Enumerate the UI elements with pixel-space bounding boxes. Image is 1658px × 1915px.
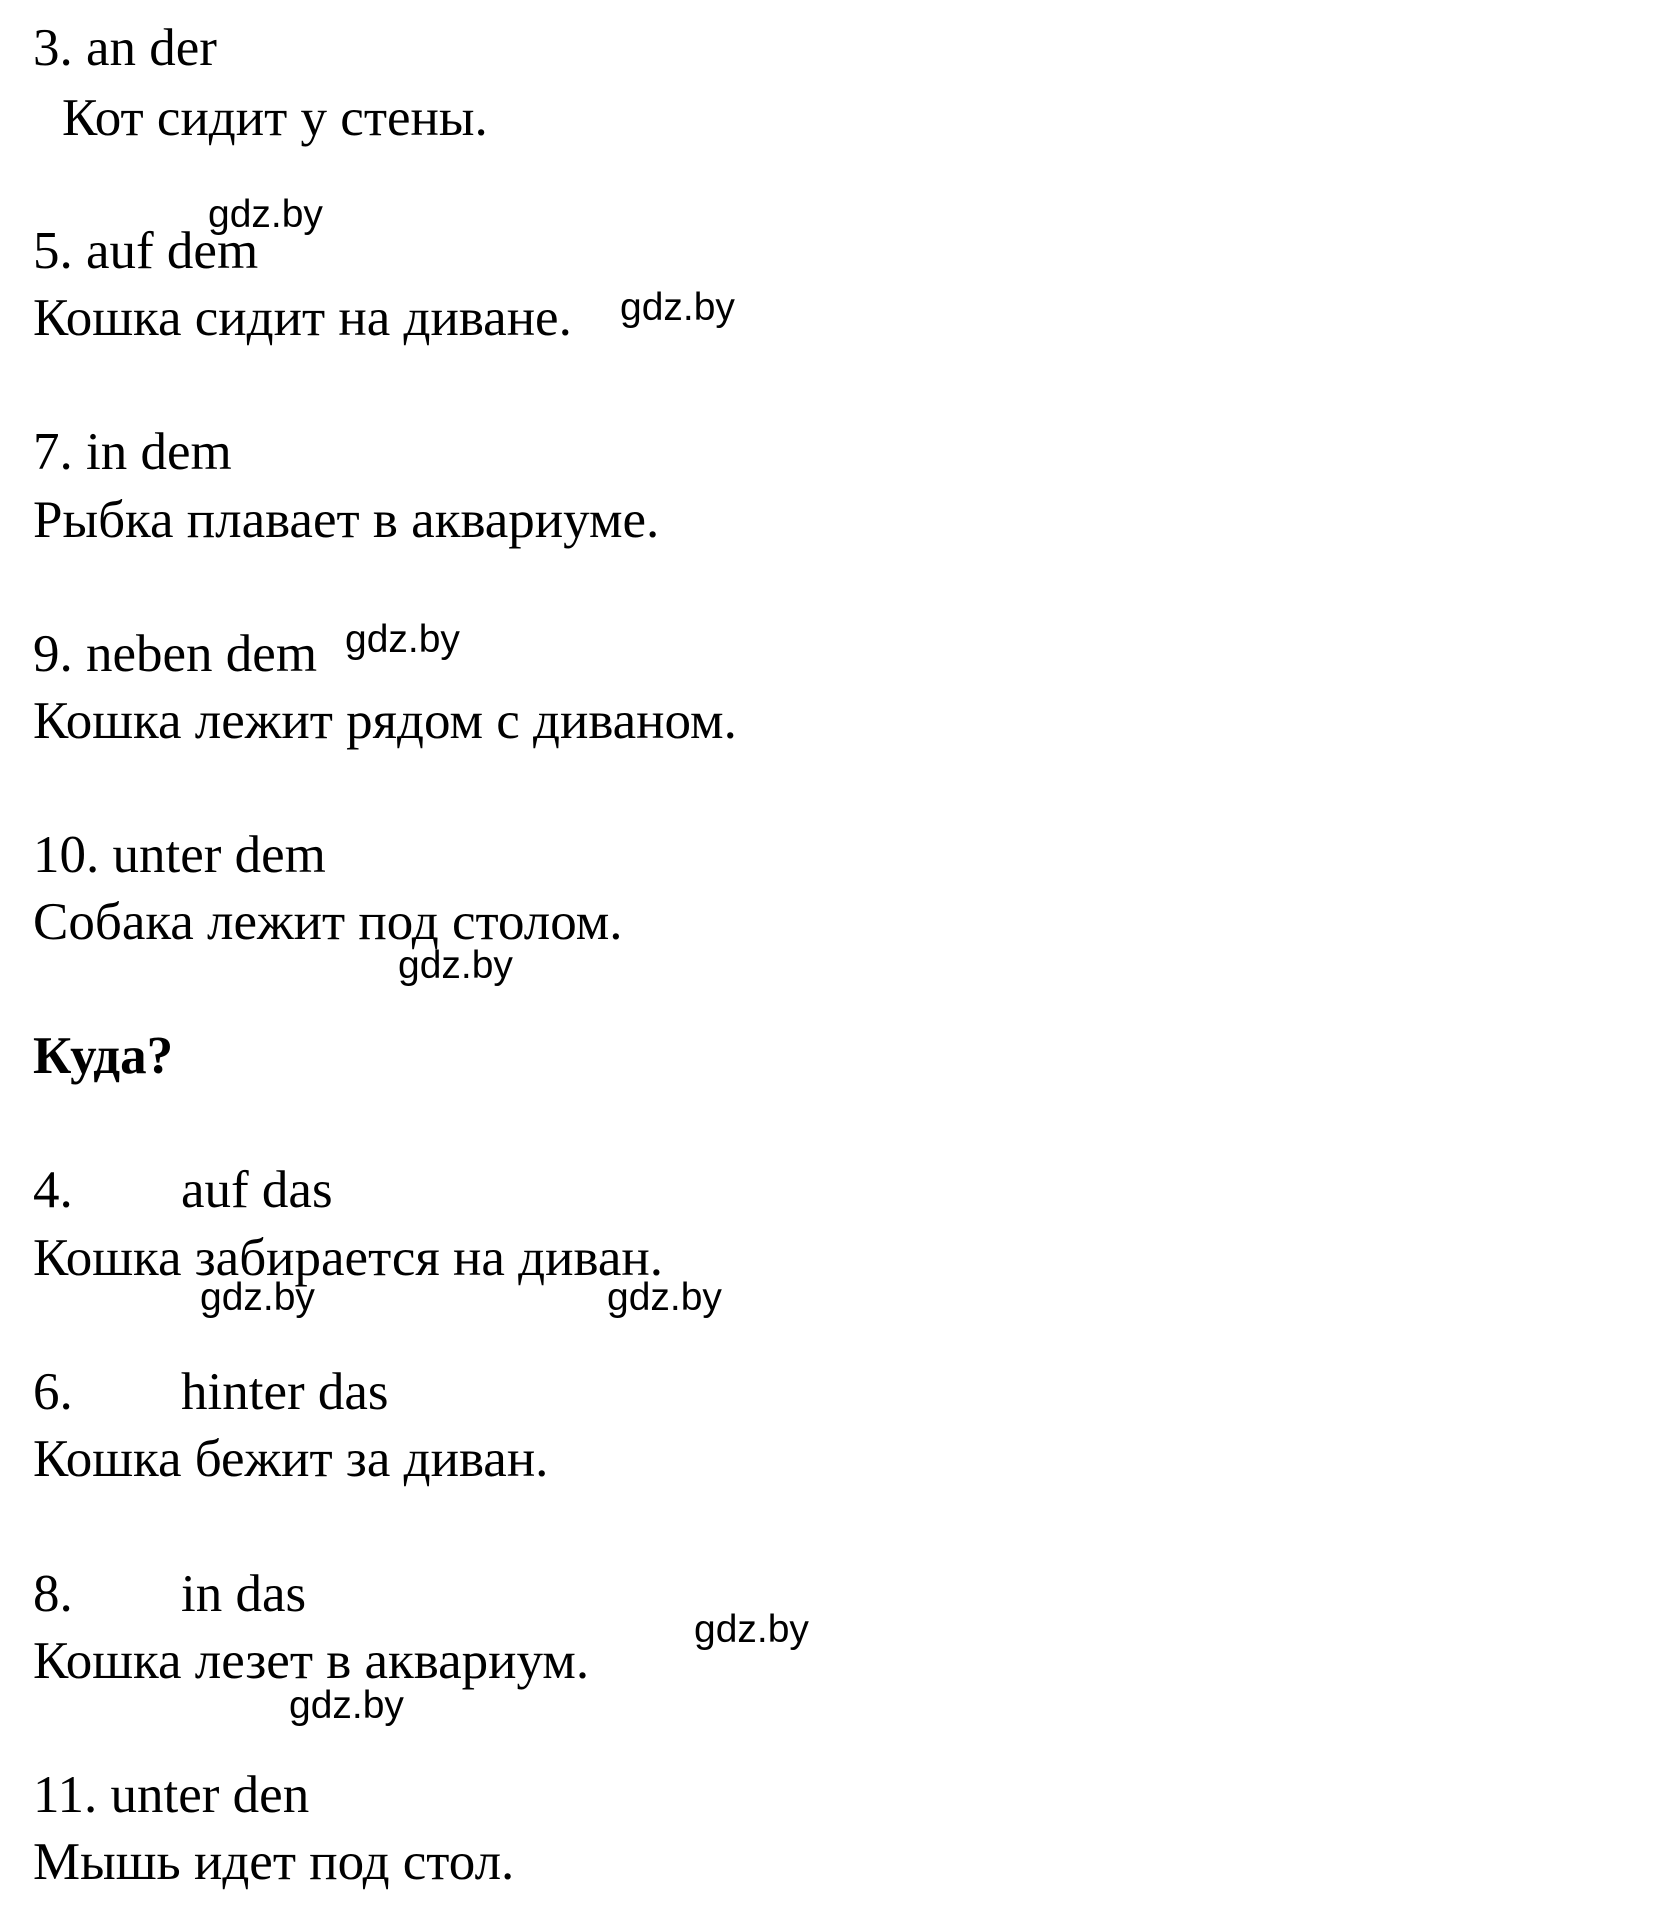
item-11-preposition: 11. unter den <box>33 1766 310 1824</box>
item-9-translation: Кошка лежит рядом с диваном. <box>33 692 737 750</box>
item-9-preposition: 9. neben dem <box>33 625 318 683</box>
watermark: gdz.by <box>345 618 460 661</box>
where-to-heading: Куда? <box>33 1027 174 1085</box>
item-5-translation: Кошка сидит на диване. <box>33 289 572 347</box>
item-8-number: 8. <box>33 1565 73 1623</box>
item-8-preposition <box>33 1565 307 1623</box>
item-6-number: 6. <box>33 1363 73 1421</box>
item-6-preposition <box>33 1363 389 1421</box>
watermark: gdz.by <box>289 1684 404 1727</box>
item-4-translation: Кошка забирается на диван. <box>33 1229 663 1287</box>
item-7-translation: Рыбка плавает в аквариуме. <box>33 491 660 549</box>
watermark: gdz.by <box>620 286 735 329</box>
item-4-phrase: auf das <box>181 1161 333 1219</box>
item-4-preposition <box>33 1161 333 1219</box>
item-7-preposition: 7. in dem <box>33 423 232 481</box>
watermark: gdz.by <box>208 193 323 236</box>
item-10-translation: Собака лежит под столом. <box>33 893 623 951</box>
watermark: gdz.by <box>398 944 513 987</box>
watermark: gdz.by <box>607 1276 722 1319</box>
item-10-preposition: 10. unter dem <box>33 826 326 884</box>
item-3-translation: Кот сидит у стены. <box>62 89 488 147</box>
watermark: gdz.by <box>200 1276 315 1319</box>
item-6-phrase: hinter das <box>181 1363 389 1421</box>
item-4-number: 4. <box>33 1161 73 1219</box>
item-8-translation: Кошка лезет в аквариум. <box>33 1632 590 1690</box>
item-8-phrase: in das <box>181 1565 307 1623</box>
item-5-preposition: 5. auf dem <box>33 222 259 280</box>
item-3-preposition: 3. an der <box>33 19 217 77</box>
item-6-translation: Кошка бежит за диван. <box>33 1430 549 1488</box>
item-11-translation: Мышь идет под стол. <box>33 1833 515 1891</box>
watermark: gdz.by <box>694 1608 809 1651</box>
